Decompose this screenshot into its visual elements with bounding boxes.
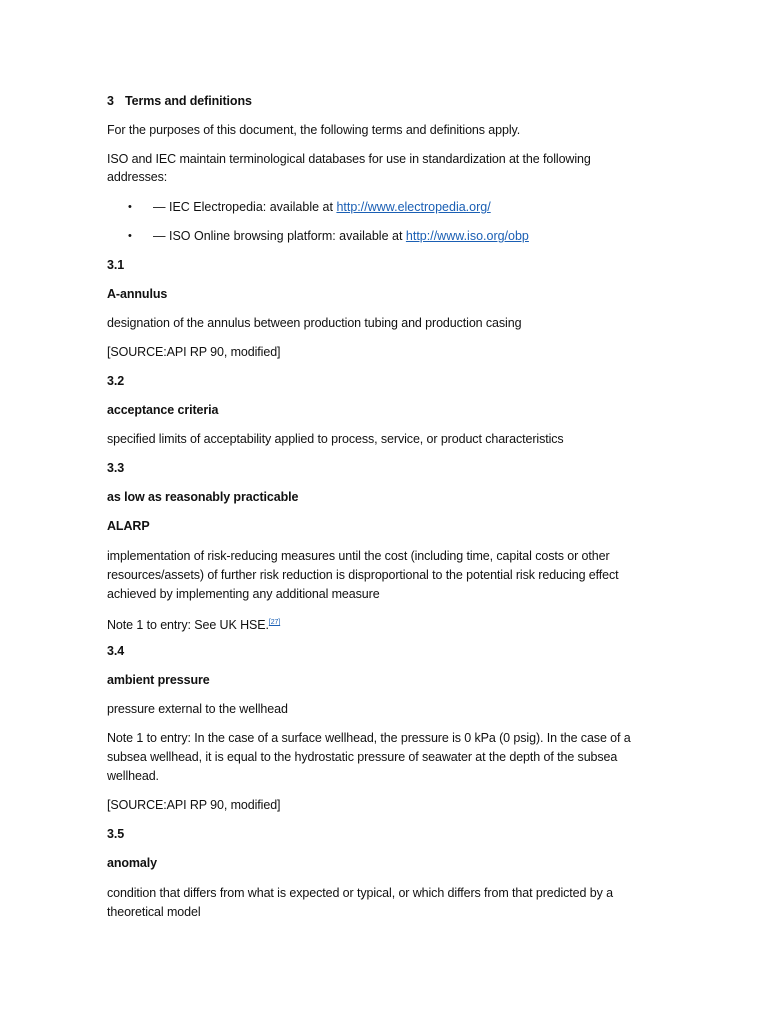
bullet-marker: • — [128, 201, 132, 213]
list-item-text: — IEC Electropedia: available at — [153, 200, 337, 214]
intro-paragraph: For the purposes of this document, the following terms and definitions apply. — [107, 123, 521, 137]
term-note-text: Note 1 to entry: See UK HSE. — [107, 618, 269, 633]
term-number: 3.3 — [107, 461, 125, 475]
term-note-line-2: subsea wellhead, it is equal to the hydrostatic pressure of seawater at the depth of the subsea — [107, 750, 618, 764]
term-name: as low as reasonably practicable — [107, 490, 299, 504]
term-name: A-annulus — [107, 287, 168, 301]
section-heading — [107, 92, 252, 111]
databases-paragraph-line-1: ISO and IEC maintain terminological databases for use in standardization at the following — [107, 152, 591, 166]
list-item-electropedia — [153, 198, 491, 217]
section-title: Terms and definitions — [125, 94, 252, 108]
term-source: [SOURCE:API RP 90, modified] — [107, 345, 281, 359]
term-number: 3.5 — [107, 827, 125, 841]
term-note — [107, 613, 280, 635]
term-definition: designation of the annulus between production tubing and production casing — [107, 316, 522, 330]
term-definition-line-1: implementation of risk-reducing measures until the cost (including time, capital costs or other — [107, 549, 610, 563]
term-source: [SOURCE:API RP 90, modified] — [107, 798, 281, 812]
term-note-line-3: wellhead. — [107, 769, 159, 783]
iso-obp-link[interactable]: http://www.iso.org/obp — [405, 229, 529, 243]
bullet-marker: • — [128, 230, 132, 242]
term-note-line-1: Note 1 to entry: In the case of a surface wellhead, the pressure is 0 kPa (0 psig). In the case of a — [107, 731, 631, 745]
term-number: 3.1 — [107, 258, 125, 272]
term-name: anomaly — [107, 856, 158, 870]
list-item-iso-obp — [153, 227, 529, 246]
term-name: ambient pressure — [107, 673, 210, 687]
term-definition-line-2: theoretical model — [107, 905, 201, 919]
reference-link[interactable]: [27] — [268, 619, 281, 626]
term-number: 3.2 — [107, 374, 125, 388]
list-item-text: — ISO Online browsing platform: available at — [153, 229, 406, 243]
electropedia-link[interactable]: http://www.electropedia.org/ — [336, 200, 491, 214]
term-definition-line-3: achieved by implementing any additional measure — [107, 587, 380, 601]
databases-paragraph-line-2: addresses: — [107, 170, 168, 184]
term-definition-line-2: resources/assets) of further risk reduction is disproportional to the potential risk reducing effect — [107, 568, 619, 582]
term-definition: pressure external to the wellhead — [107, 702, 288, 716]
term-definition-line-1: condition that differs from what is expected or typical, or which differs from that predicted by a — [107, 886, 613, 900]
term-name: acceptance criteria — [107, 403, 219, 417]
term-definition: specified limits of acceptability applied to process, service, or product characteristics — [107, 432, 564, 446]
term-abbreviation: ALARP — [107, 519, 150, 533]
term-number: 3.4 — [107, 644, 125, 658]
section-number: 3 — [107, 94, 114, 108]
